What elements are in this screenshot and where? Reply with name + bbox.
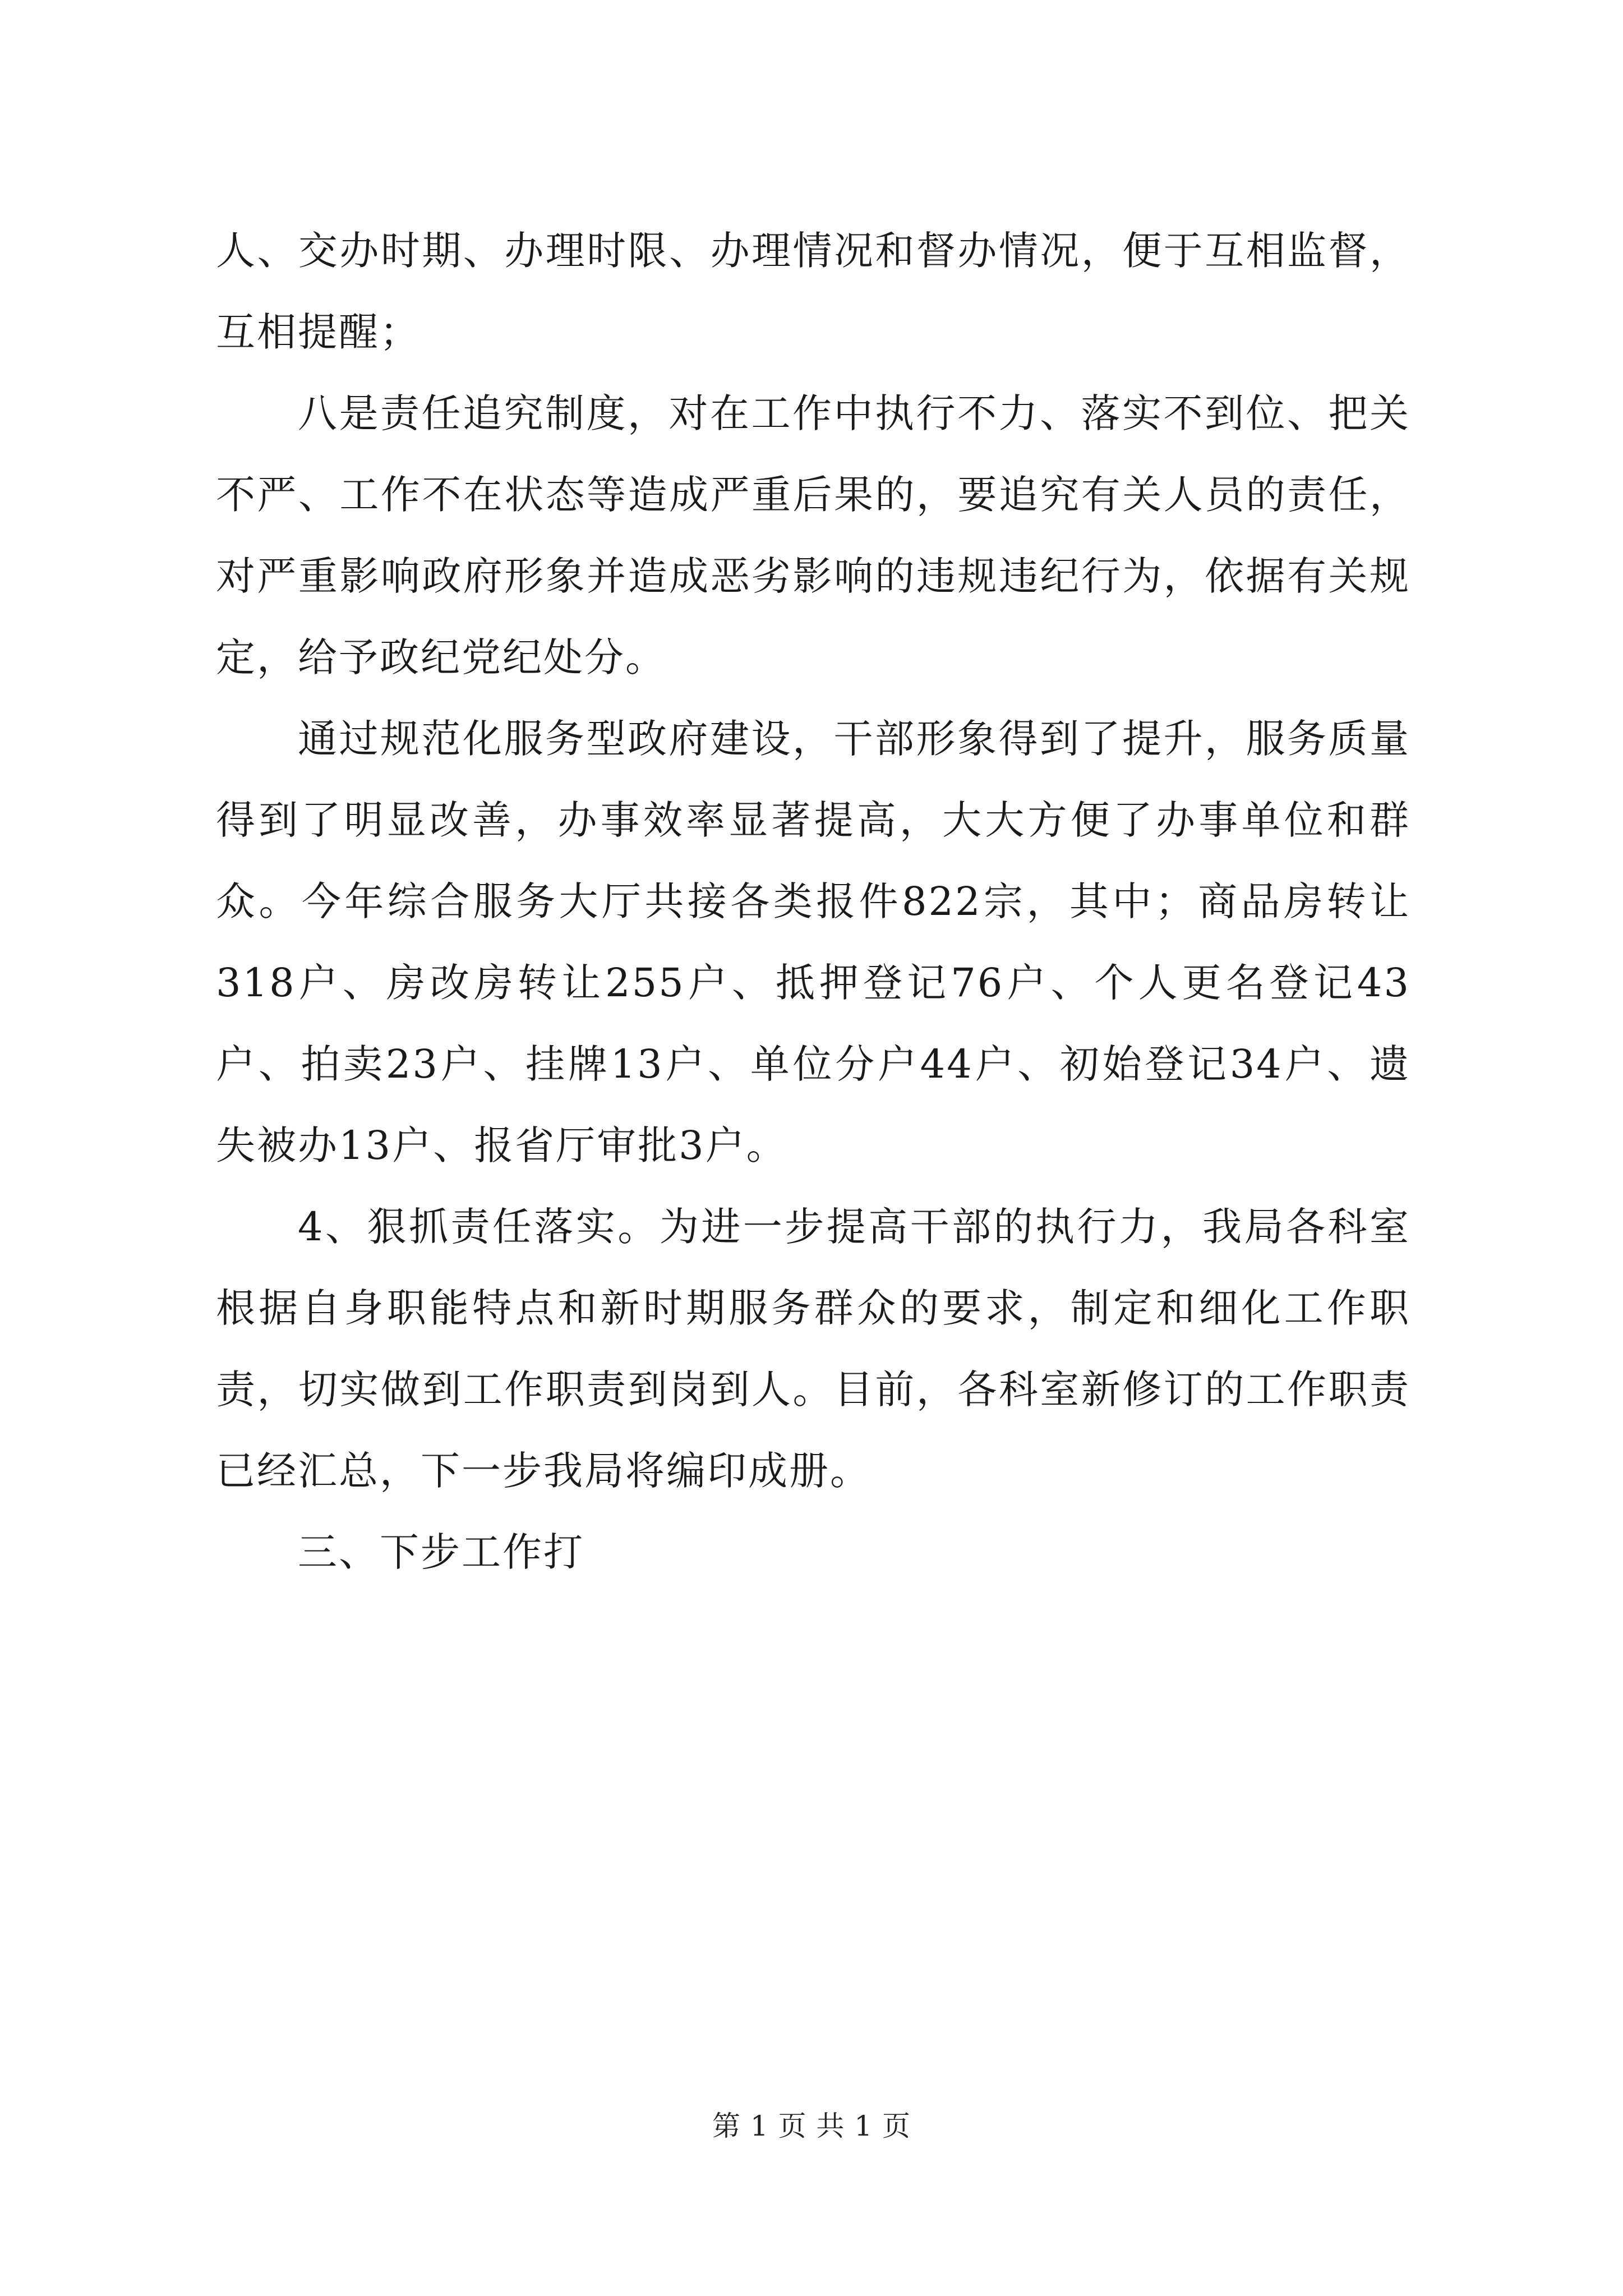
- paragraph-next-steps-heading: 三、下步工作打: [298, 1529, 584, 1575]
- paragraph-responsibility: 4、狠抓责任落实。为进一步提高干部的执行力，我局各科室根据自身职能特点和新时期服务群众的要求，制定和细化工作职责，切实做到工作职责到岗到人。目前，各科室新修订的工作职责已经汇总，下一步我局将编印成册。: [216, 1204, 1410, 1494]
- paragraph-continuation: 人、交办时期、办理时限、办理情况和督办情况，便于互相监督，互相提醒；: [216, 228, 1410, 355]
- paragraph-accountability-system: 八是责任追究制度，对在工作中执行不力、落实不到位、把关不严、工作不在状态等造成严重后果的，要追究有关人员的责任，对严重影响政府形象并造成恶劣影响的违规违纪行为，依据有关规定，给予政纪党纪处分。: [216, 390, 1410, 680]
- page-footer: 第 1 页 共 1 页: [712, 2110, 911, 2142]
- document-body: [216, 210, 1410, 1593]
- paragraph-service-results: 通过规范化服务型政府建设，干部形象得到了提升，服务质量得到了明显改善，办事效率显著提高，大大方便了办事单位和群众。今年综合服务大厅共接各类报件822宗，其中；商品房转让318户、房改房转让255户、抵押登记76户、个人更名登记43户、拍卖23户、挂牌13户、单位分户44户、初始登记34户、遗失被办13户、报省厅审批3户。: [216, 716, 1410, 1168]
